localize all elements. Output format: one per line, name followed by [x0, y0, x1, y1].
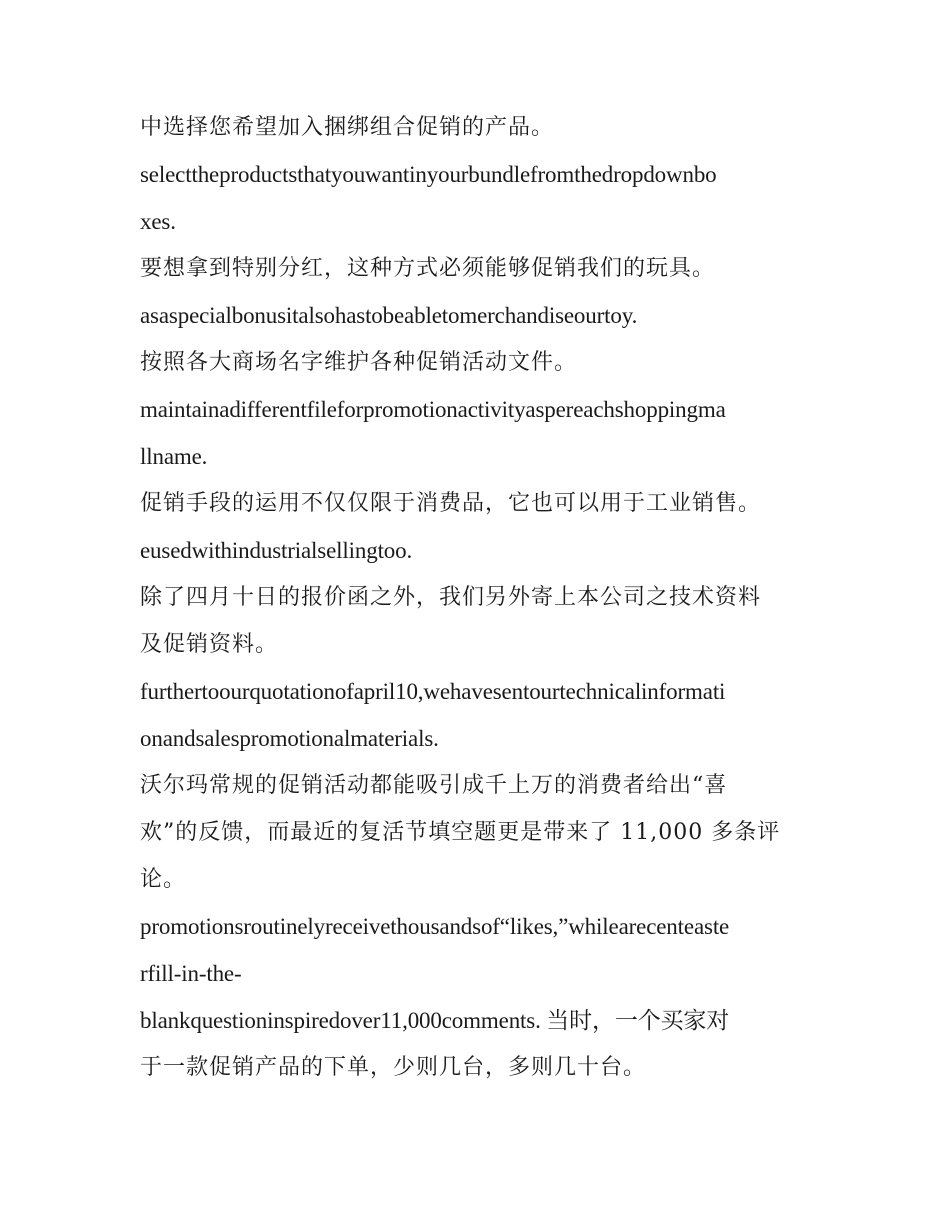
text-line-zh: 按照各大商场名字维护各种促销活动文件。 [140, 350, 578, 375]
text-line-zh: 促销手段的运用不仅仅限于消费品，它也可以用于工业销售。 [140, 491, 762, 516]
text-line-zh: 要想拿到特别分红，这种方式必须能够促销我们的玩具。 [140, 256, 716, 281]
text-line-en: asaspecialbonusitalsohastobeabletomerchandiseourtoy. [140, 303, 638, 328]
text-line-en: selecttheproductsthatyouwantinyourbundlefromthedropdownbo [140, 162, 717, 187]
text-line-zh: 论。 [140, 867, 187, 892]
text-line-zh: 及促销资料。 [140, 632, 279, 657]
text-line-zh: 欢”的反馈，而最近的复活节填空题更是带来了 11,000 多条评 [140, 820, 781, 845]
text-line-mixed: blankquestioninspiredover11,000comments. 当时，一个买家对 [140, 1008, 730, 1033]
text-line-en: promotionsroutinelyreceivethousandsof“likes,”whilearecenteaste [140, 914, 730, 939]
text-line-en: maintainadifferentfileforpromotionactivityaspereachshoppingma [140, 397, 726, 422]
text-line-en: onandsalespromotionalmaterials. [140, 726, 439, 751]
text-line-en: llname. [140, 444, 208, 469]
document-body [140, 104, 815, 1091]
text-line-en: xes. [140, 209, 176, 234]
text-line-zh: 中选择您希望加入捆绑组合促销的产品。 [140, 115, 555, 140]
text-line-en: furthertoourquotationofapril10,wehavesentourtechnicalinformati [140, 679, 726, 704]
text-line-zh: 于一款促销产品的下单，少则几台，多则几十台。 [140, 1055, 647, 1080]
text-line-en: eusedwithindustrialsellingtoo. [140, 538, 413, 563]
text-line-zh: 沃尔玛常规的促销活动都能吸引成千上万的消费者给出“喜 [140, 773, 728, 798]
text-line-en: rfill-in-the- [140, 961, 242, 986]
text-line-zh: 除了四月十日的报价函之外，我们另外寄上本公司之技术资料 [140, 585, 762, 610]
